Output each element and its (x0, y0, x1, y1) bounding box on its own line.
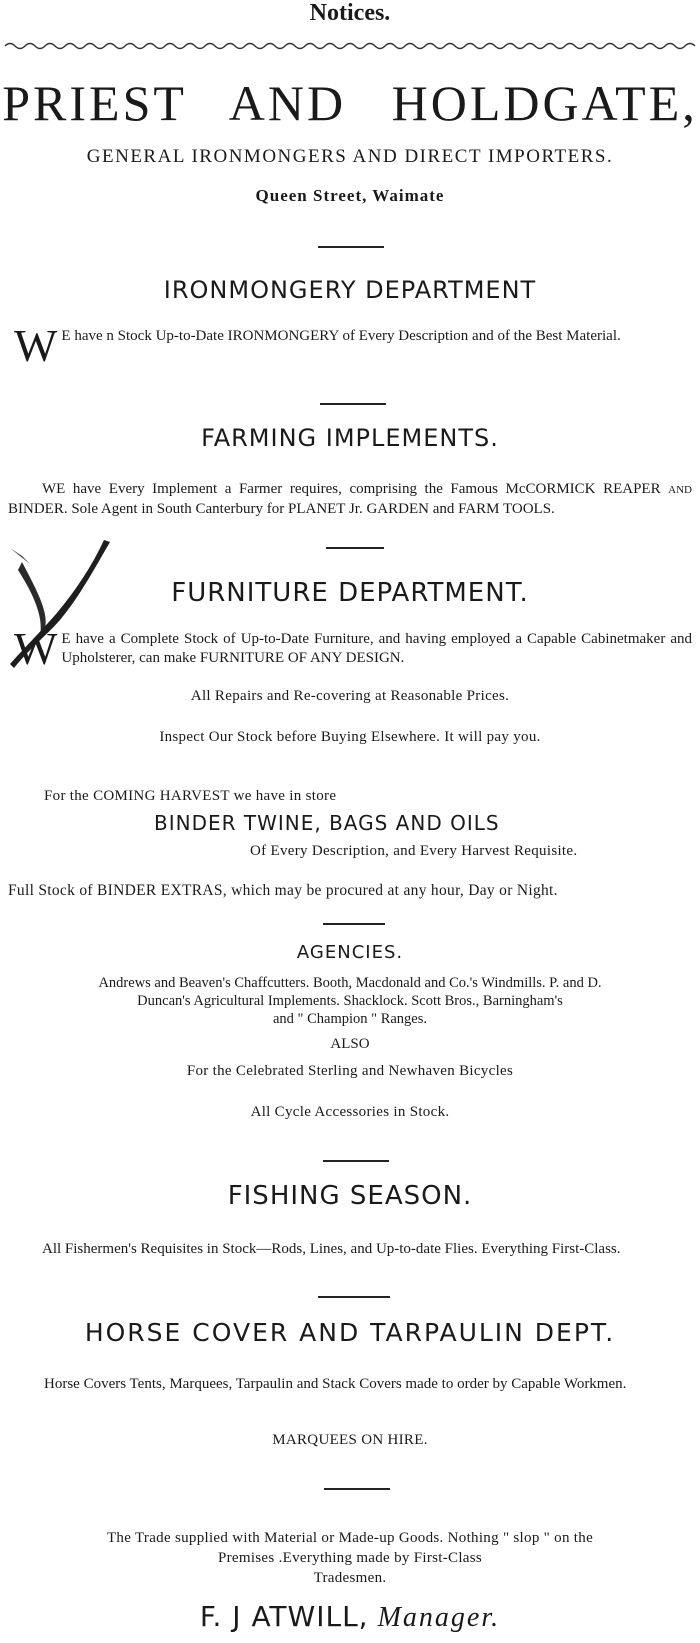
section-divider (318, 246, 384, 248)
trade-line-2: Premises .Everything made by First-Class (217, 1550, 483, 1566)
harvest-sub: Of Every Description, and Every Harvest Requisite. (250, 843, 578, 859)
agencies-line-2: Duncan's Agricultural Implements. Shacklock. Scott Bros., Barningham's (137, 993, 563, 1009)
trade-line-3: Tradesmen. (313, 1570, 387, 1586)
fishing-text: All Fishermen's Requisites in Stock—Rods, Lines, and Up-to-date Flies. Everything First-Class. (42, 1241, 621, 1257)
fishing-heading: FISHING SEASON. (227, 1181, 473, 1211)
agencies-also: ALSO (330, 1036, 370, 1052)
binder-extras: Full Stock of BINDER EXTRAS, which may be procured at any hour, Day or Night. (8, 882, 558, 899)
farming-heading: FARMING IMPLEMENTS. (201, 424, 499, 452)
notices-header: Notices. (309, 0, 391, 26)
bicycles-note: For the Celebrated Sterling and Newhaven Bicycles (186, 1063, 514, 1079)
ironmongery-text (8, 320, 692, 371)
section-divider (324, 1488, 390, 1490)
horse-cover-heading: HORSE COVER AND TARPAULIN DEPT. (84, 1318, 616, 1347)
firm-description: GENERAL IRONMONGERS AND DIRECT IMPORTERS. (86, 146, 614, 167)
farming-text (8, 480, 692, 519)
harvest-intro: For the COMING HARVEST we have in store (44, 788, 337, 804)
furniture-text (8, 623, 692, 674)
manager-title: Manager. (377, 1602, 501, 1633)
section-divider (323, 923, 385, 925)
repairs-note: All Repairs and Re-covering at Reasonable Prices. (190, 688, 510, 704)
furniture-heading: FURNITURE DEPARTMENT. (171, 578, 529, 608)
agencies-line-1: Andrews and Beaven's Chaffcutters. Booth, Macdonald and Co.'s Windmills. P. and D. (98, 975, 602, 991)
ironmongery-heading: IRONMONGERY DEPARTMENT (163, 276, 537, 304)
farming-body-start: WE have Every Implement a Farmer requires, comprising the Famous McCORMICK REAPER (42, 481, 669, 497)
horse-cover-text: Horse Covers Tents, Marquees, Tarpaulin and Stack Covers made to order by Capable Workmen. (44, 1376, 627, 1392)
wavy-divider (0, 40, 700, 52)
trade-line-1: The Trade supplied with Material or Made-up Goods. Nothing " slop " on the (106, 1530, 594, 1546)
firm-address: Queen Street, Waimate (255, 186, 445, 205)
manager-name: F. J ATWILL, (199, 1600, 369, 1633)
firm-name: PRIEST AND HOLDGATE, (2, 75, 698, 131)
farming-body-small: AND (668, 484, 692, 496)
section-divider (323, 1160, 389, 1162)
furniture-body: E have a Complete Stock of Up-to-Date Furniture, and having employed a Capable Cabinetmaker and Upholsterer, can make FURNITURE OF ANY DESIGN. (61, 631, 692, 666)
harvest-heading: BINDER TWINE, BAGS AND OILS (154, 811, 500, 835)
dropcap-letter: W (14, 623, 58, 674)
section-divider (326, 547, 384, 549)
section-divider (320, 403, 386, 405)
ironmongery-body: E have n Stock Up-to-Date IRONMONGERY of Every Description and of the Best Material. (61, 328, 621, 344)
marquees-note: MARQUEES ON HIRE. (272, 1432, 428, 1448)
section-divider (318, 1296, 390, 1298)
farming-body-end: BINDER. Sole Agent in South Canterbury for PLANET Jr. GARDEN and FARM TOOLS. (8, 501, 555, 517)
agencies-line-3: and " Champion " Ranges. (273, 1011, 427, 1027)
manager-signature (0, 1600, 700, 1634)
inspect-note: Inspect Our Stock before Buying Elsewhere. It will pay you. (159, 729, 541, 745)
agencies-heading: AGENCIES. (296, 942, 404, 963)
dropcap-letter: W (14, 320, 58, 371)
accessories-note: All Cycle Accessories in Stock. (250, 1104, 450, 1120)
